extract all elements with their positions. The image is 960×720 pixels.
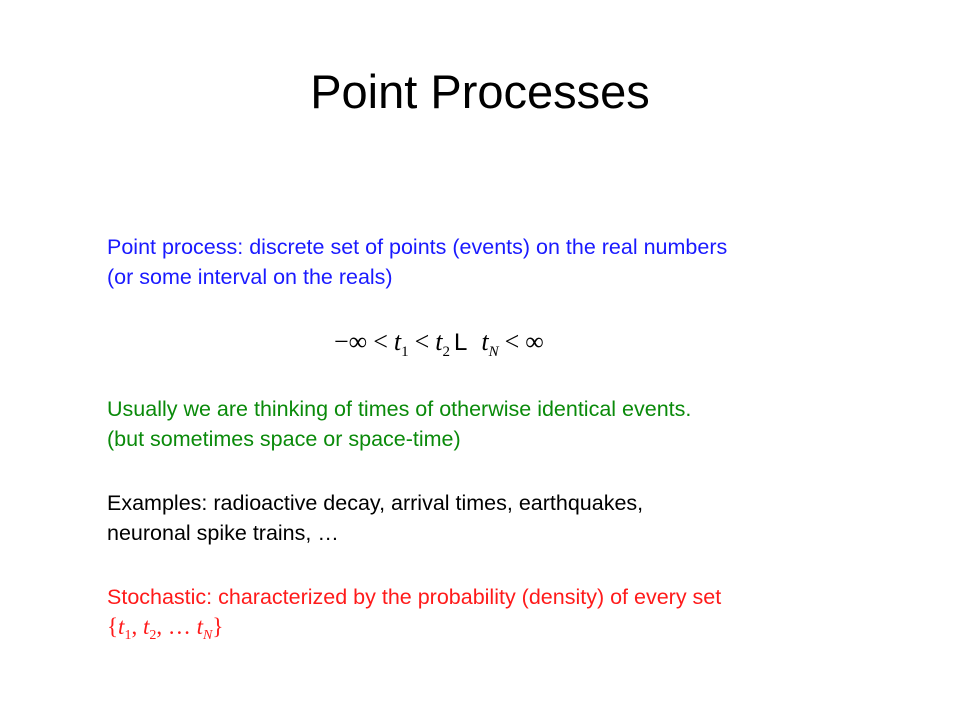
slide-title: Point Processes — [310, 65, 650, 118]
stochastic-paragraph — [107, 582, 907, 642]
formula-less-than: < — [504, 327, 520, 356]
formula-infinity: ∞ — [525, 327, 544, 356]
set-t1-subscript: 1 — [124, 628, 132, 643]
definition-paragraph — [107, 232, 907, 292]
examples-paragraph — [107, 488, 907, 548]
usage-line-2: (but sometimes space or space-time) — [107, 427, 461, 451]
formula-less-than: < — [414, 327, 430, 356]
formula-less-than: < — [373, 327, 388, 356]
set-t1: t — [118, 614, 125, 639]
set-t2-subscript: 2 — [149, 628, 157, 643]
formula-t2: t — [435, 327, 443, 356]
usage-paragraph — [107, 394, 907, 454]
set-tN: t — [196, 614, 203, 639]
ordering-formula — [334, 322, 544, 363]
set-open-brace: { — [107, 614, 119, 639]
definition-line-1: Point process: discrete set of points (events) on the real numbers — [107, 235, 728, 259]
examples-line-1: Examples: radioactive decay, arrival times, earthquakes, — [107, 491, 644, 515]
formula-t2-subscript: 2 — [442, 344, 451, 360]
formula-t1-subscript: 1 — [401, 344, 409, 360]
set-close-brace: } — [212, 614, 224, 639]
set-t2: t — [142, 614, 150, 639]
formula-tN-subscript: N — [488, 344, 499, 360]
formula-neg-infinity: −∞ — [334, 327, 368, 356]
formula-ellipsis: L — [454, 329, 468, 356]
set-tN-subscript: N — [202, 628, 213, 643]
formula-tN: t — [481, 327, 489, 356]
formula-t1: t — [393, 327, 402, 356]
definition-line-2: (or some interval on the reals) — [107, 265, 393, 289]
stochastic-line-1: Stochastic: characterized by the probability (density) of every set — [107, 585, 722, 609]
event-set-notation — [107, 612, 907, 642]
set-comma: , — [131, 614, 138, 639]
set-ellipsis: … — [167, 614, 191, 639]
usage-line-1: Usually we are thinking of times of otherwise identical events. — [107, 397, 692, 421]
examples-line-2: neuronal spike trains, … — [107, 521, 339, 545]
set-comma: , — [156, 614, 163, 639]
